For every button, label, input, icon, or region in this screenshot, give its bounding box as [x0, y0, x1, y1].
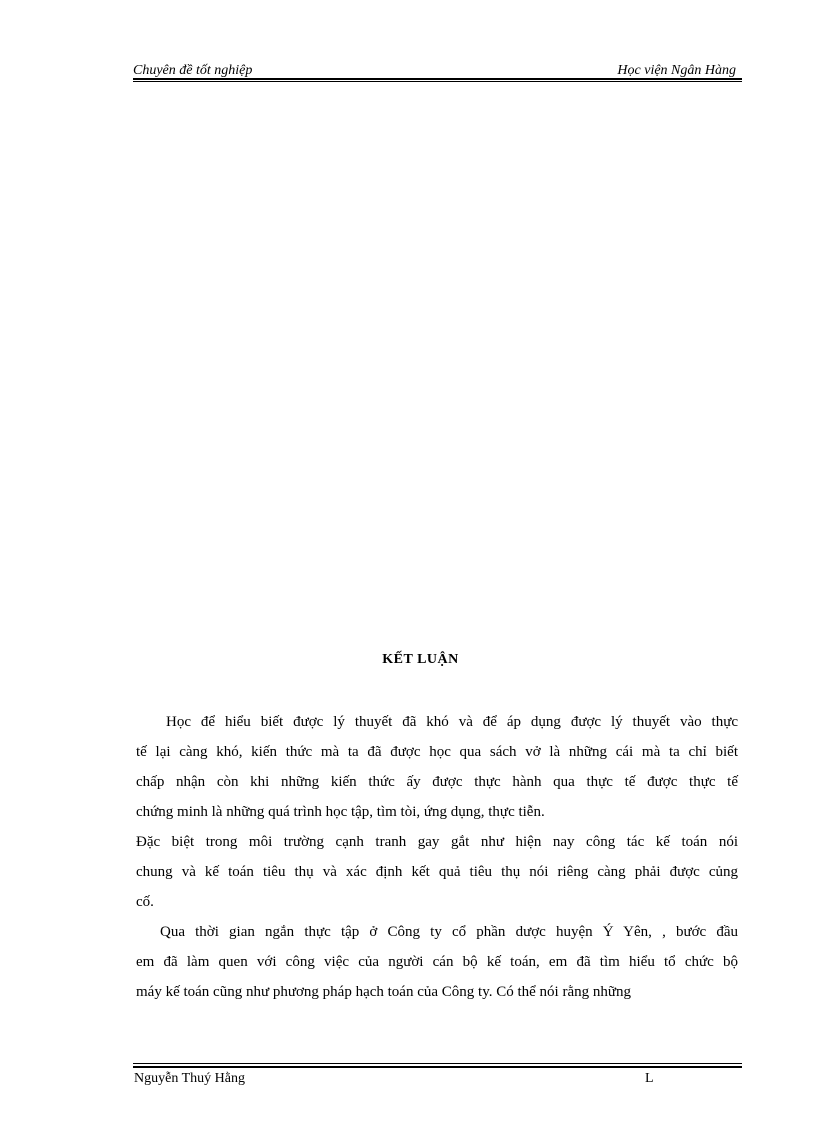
body-line-3: chấp nhận còn khi những kiến thức ấy được thực hành qua thực tế được thực tế: [136, 774, 738, 790]
body-line-5: Đặc biệt trong môi trường cạnh tranh gay gắt như hiện nay công tác kế toán nói: [136, 834, 738, 850]
footer-rule-thin: [133, 1063, 742, 1064]
body-line-9: em đã làm quen với công việc của người cán bộ kế toán, em đã tìm hiểu tổ chức bộ: [136, 954, 738, 970]
body-line-10: máy kế toán cũng như phương pháp hạch toán của Công ty. Có thể nói rằng những: [136, 984, 631, 1000]
header-left-text: Chuyên đề tốt nghiệp: [133, 63, 253, 78]
header-right-text: Học viện Ngân Hàng: [617, 63, 736, 78]
page-header: [133, 60, 742, 80]
section-title: KẾT LUẬN: [382, 652, 459, 667]
header-rule-thick: [133, 78, 742, 80]
body-line-6: chung và kế toán tiêu thụ và xác định kết quả tiêu thụ nói riêng càng phải được củng: [136, 864, 738, 880]
body-line-4: chứng minh là những quá trình học tập, tìm tòi, ứng dụng, thực tiễn.: [136, 804, 545, 820]
body-line-7: cố.: [136, 894, 154, 910]
body-line-1: Học để hiểu biết được lý thuyết đã khó và để áp dụng được lý thuyết vào thực: [166, 714, 738, 730]
body-line-8: Qua thời gian ngắn thực tập ở Công ty cổ phần dược huyện Ý Yên, , bước đầu: [160, 924, 738, 940]
footer-page-label: L: [645, 1071, 654, 1086]
header-rule-thin: [133, 81, 742, 82]
footer-rule-thick: [133, 1066, 742, 1068]
body-line-2: tế lại càng khó, kiến thức mà ta đã được học qua sách vở là những cái mà ta chỉ biết: [136, 744, 738, 760]
footer-author: Nguyễn Thuý Hằng: [134, 1071, 245, 1086]
